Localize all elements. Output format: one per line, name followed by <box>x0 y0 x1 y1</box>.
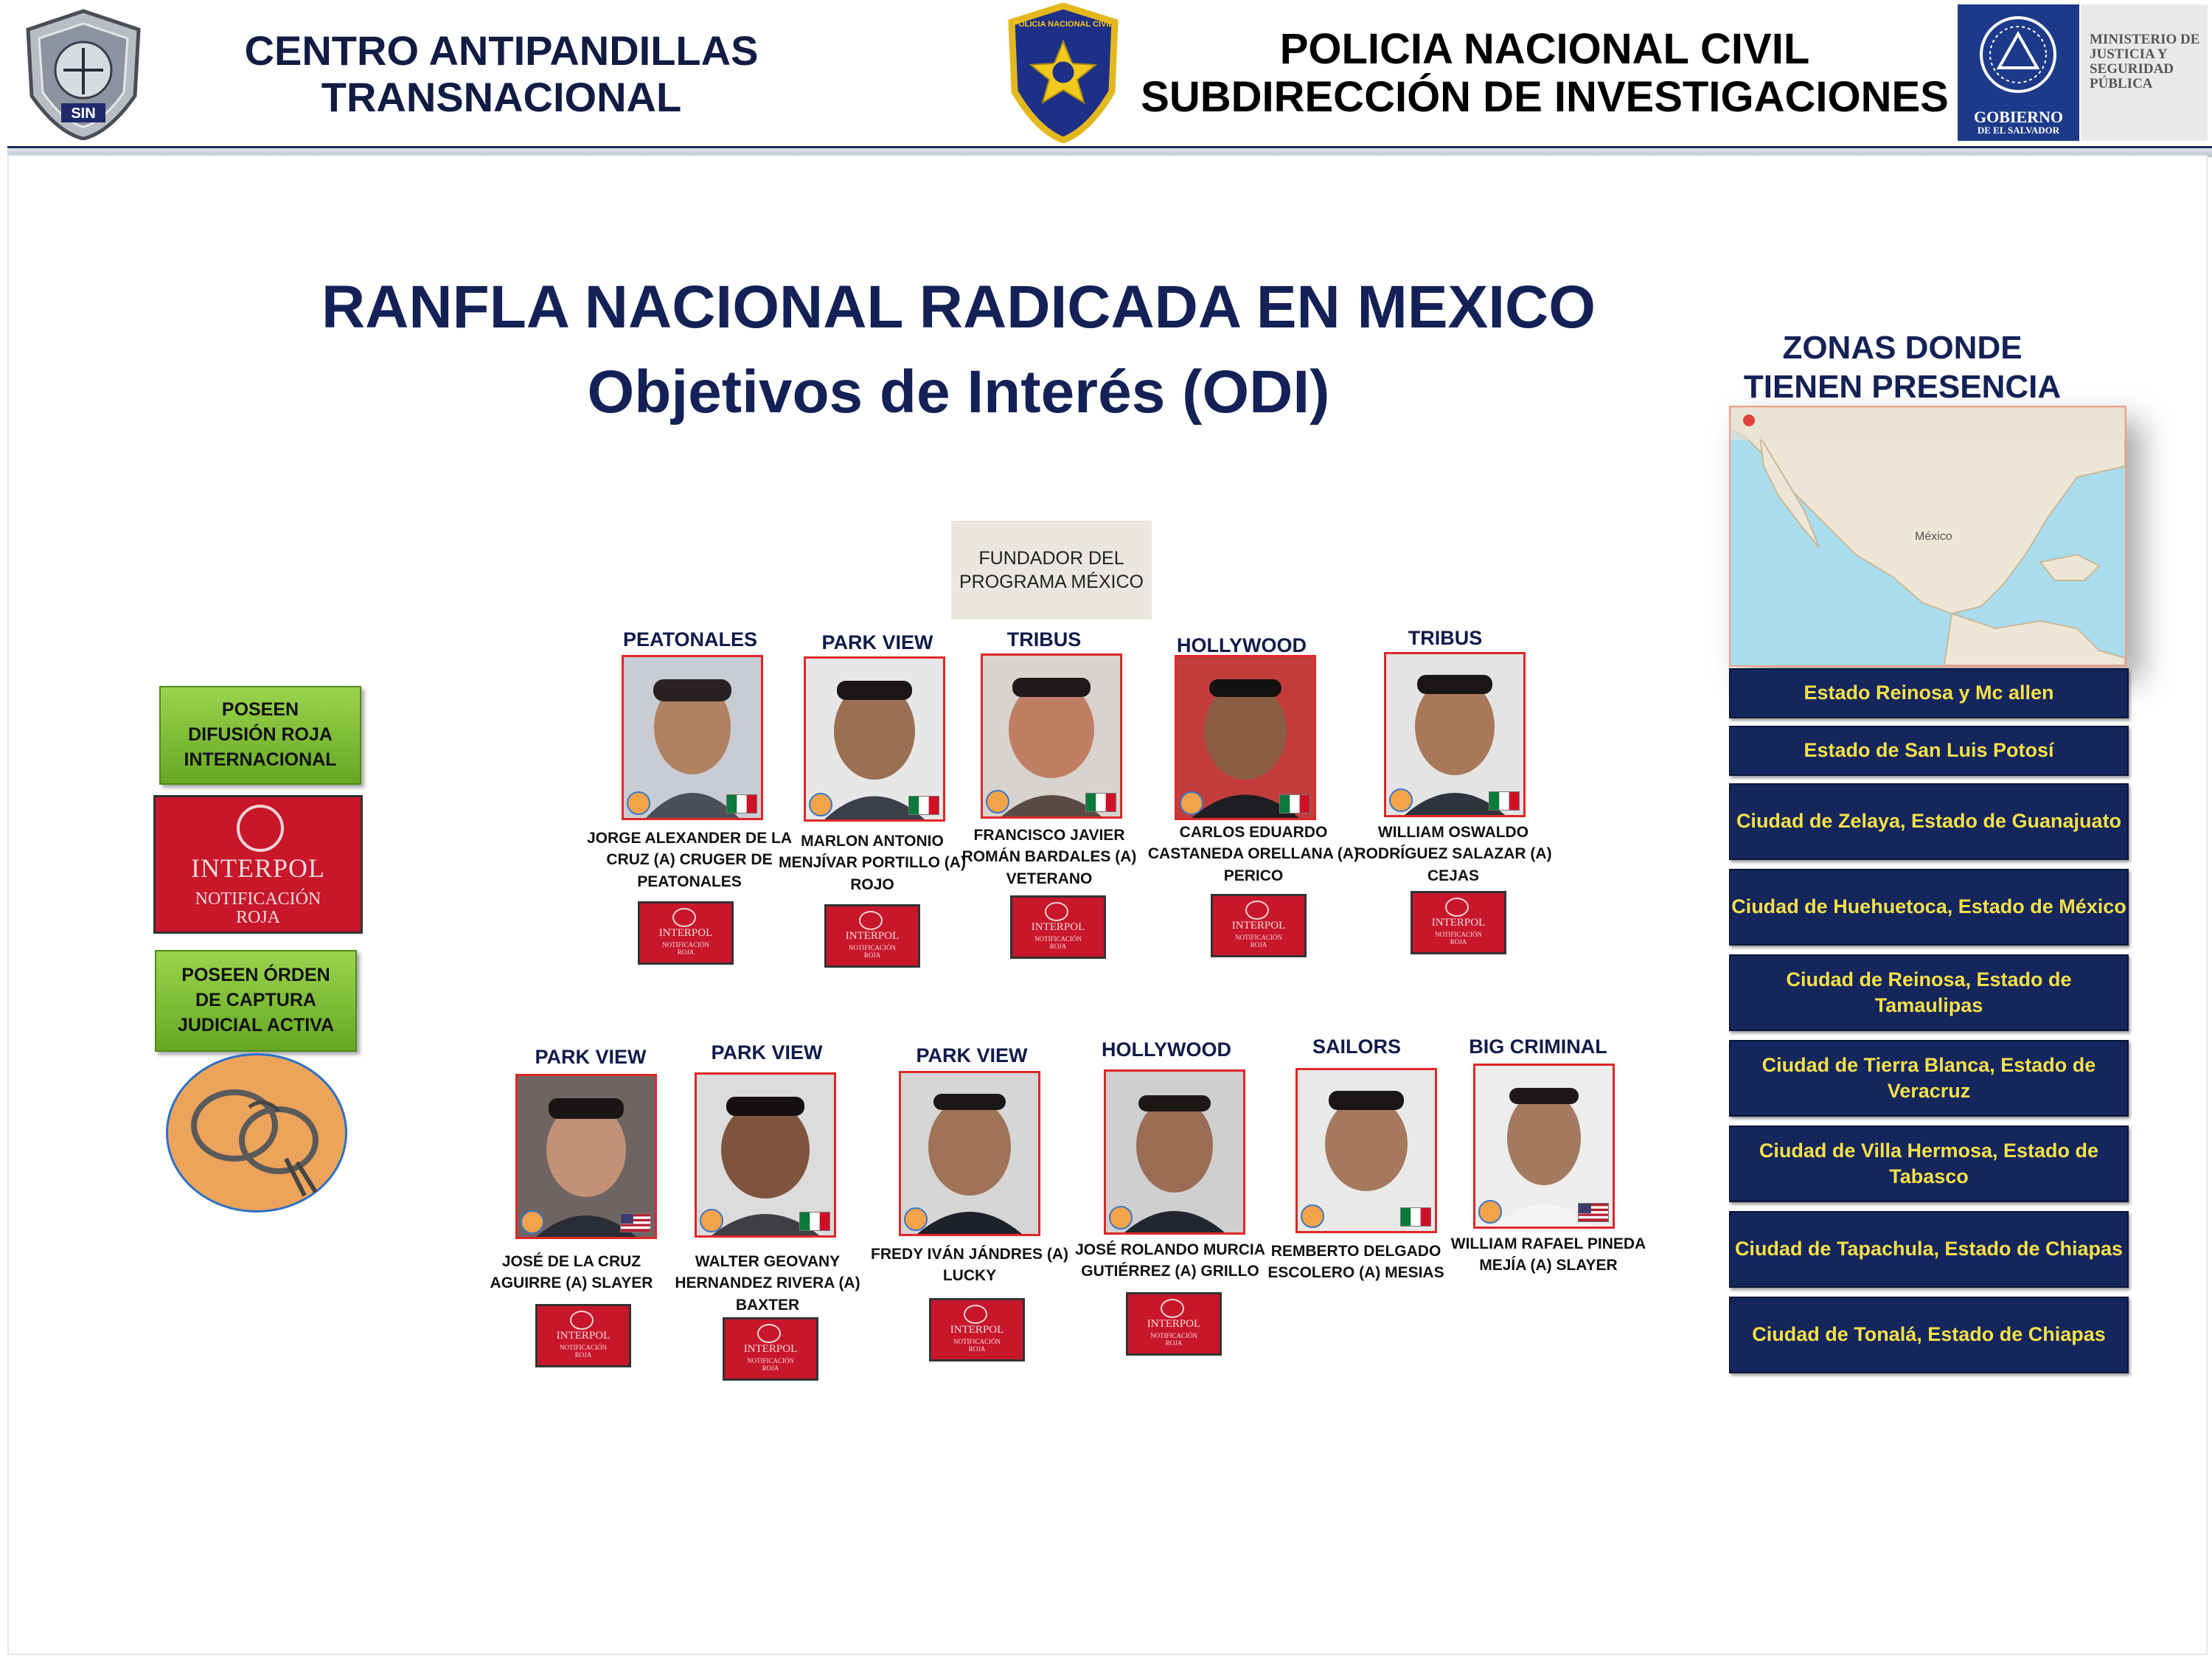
sin-badge-text: SIN <box>71 105 96 122</box>
person-name: WILLIAM OSWALDO RODRÍGUEZ SALAZAR (A) CEJAS <box>1354 824 1552 884</box>
interpol-badge-subtitle <box>1012 936 1104 951</box>
ministry-label: MINISTERIO DE JUSTICIA Y SEGURIDAD PÚBLICA <box>2090 32 2200 91</box>
interpol-globe-icon <box>964 1305 987 1324</box>
mexico-flag-icon <box>726 794 757 814</box>
interpol-badge <box>1211 894 1307 957</box>
interpol-title: INTERPOL <box>191 853 325 883</box>
interpol-badge-subtitle <box>725 1358 816 1373</box>
interpol-globe-icon <box>757 1324 781 1343</box>
unit-title-line1: CENTRO ANTIPANDILLAS <box>244 27 759 74</box>
interpol-badge-sub2: ROJA <box>574 1350 592 1359</box>
mexico-flag-icon <box>908 796 939 815</box>
person-photo <box>1295 1068 1437 1233</box>
interpol-badge-sub2: ROJA <box>968 1345 986 1353</box>
zone-item: Ciudad de Tierra Blanca, Estado de Veracruz <box>1729 1040 2129 1117</box>
person-photo <box>622 655 763 820</box>
mexico-map <box>1729 406 2126 667</box>
interpol-red-notice-emblem <box>153 795 363 934</box>
person-name: WALTER GEOVANY HERNANDEZ RIVERA (A) BAXTER <box>675 1253 860 1314</box>
mexico-flag-icon <box>799 1212 830 1231</box>
person-gang-label: SAILORS <box>1312 1036 1401 1058</box>
pnc-badge-logo <box>1004 3 1122 143</box>
legend-red-notice-line: POSEEN <box>221 699 299 721</box>
interpol-badge-title: INTERPOL <box>1431 917 1486 929</box>
interpol-badge-subtitle <box>827 945 918 960</box>
gobierno-logo <box>1958 4 2079 141</box>
zone-item: Ciudad de Huehuetoca, Estado de México <box>1729 869 2129 946</box>
interpol-badge <box>535 1304 631 1367</box>
legend-red-notice-line: DIFUSIÓN ROJA <box>188 724 333 746</box>
person-photo <box>695 1072 836 1238</box>
handcuffs-icon <box>166 1053 347 1213</box>
interpol-badge-sub1: NOTIFICACIÓN <box>953 1338 1001 1345</box>
interpol-badge-sub2: ROJA <box>762 1364 779 1372</box>
interpol-subtitle <box>156 890 361 927</box>
sin-badge-logo <box>21 7 146 140</box>
interpol-badge-sub1: NOTIFICACIÓN <box>1034 935 1082 943</box>
person-name: CARLOS EDUARDO CASTANEDA ORELLANA (A) PERICO <box>1147 824 1360 884</box>
usa-flag-icon <box>620 1213 651 1232</box>
legend-warrant-label <box>155 950 357 1052</box>
interpol-badge <box>1126 1292 1222 1356</box>
person-gang-label: HOLLYWOOD <box>1101 1038 1231 1061</box>
person-photo <box>1384 652 1526 817</box>
warrant-seal-icon <box>1478 1200 1502 1224</box>
interpol-badge <box>929 1298 1025 1362</box>
warrant-seal-icon <box>627 791 650 815</box>
interpol-badge <box>723 1317 818 1381</box>
gobierno-label-line2: DE EL SALVADOR <box>1977 125 2060 136</box>
interpol-badge-subtitle <box>538 1345 629 1359</box>
warrant-seal-icon <box>521 1210 544 1234</box>
interpol-badge-sub2: ROJA <box>863 951 881 959</box>
warrant-seal-icon <box>809 793 832 816</box>
legend-warrant-line: POSEEN ÓRDEN <box>181 965 330 986</box>
warrant-seal-icon <box>904 1207 928 1231</box>
warrant-seal-icon <box>986 790 1009 814</box>
interpol-badge-sub1: NOTIFICACIÓN <box>1235 934 1282 941</box>
person-gang-label: PEATONALES <box>622 628 758 651</box>
interpol-badge-title: INTERPOL <box>556 1330 611 1342</box>
person-photo <box>515 1074 657 1239</box>
mexico-flag-icon <box>1279 794 1310 814</box>
interpol-badge-title: INTERPOL <box>950 1324 1004 1336</box>
legend-warrant-line: DE CAPTURA <box>195 990 316 1011</box>
interpol-badge-subtitle <box>1413 932 1504 946</box>
agency-title-line2: SUBDIRECCIÓN DE INVESTIGACIONES <box>1141 72 1949 121</box>
legend-warrant-line: JUDICIAL ACTIVA <box>177 1014 335 1036</box>
person-name: JOSÉ DE LA CRUZ AGUIRRE (A) SLAYER <box>490 1253 653 1292</box>
interpol-badge-subtitle <box>931 1339 1023 1353</box>
agency-title <box>1121 26 1969 122</box>
legend-red-notice-label <box>159 686 361 785</box>
interpol-badge-sub1: NOTIFICACIÓN <box>1150 1332 1197 1339</box>
mexico-flag-icon <box>1085 793 1116 812</box>
person-gang-label: BIG CRIMINAL <box>1469 1036 1607 1058</box>
person-gang-label: PARK VIEW <box>821 631 933 653</box>
person-photo <box>981 653 1122 819</box>
interpol-badge <box>638 901 734 965</box>
interpol-badge-title: INTERPOL <box>743 1343 798 1355</box>
interpol-badge-sub1: NOTIFICACIÓN <box>747 1357 794 1364</box>
unit-title <box>206 28 796 120</box>
interpol-badge <box>1411 891 1506 954</box>
gobierno-label-line1: GOBIERNO <box>1973 108 2064 126</box>
legend-red-notice-line: INTERNACIONAL <box>184 749 337 770</box>
interpol-badge-sub1: NOTIFICACIÓN <box>1435 931 1482 938</box>
person-name: MARLON ANTONIO MENJÍVAR PORTILLO (A) ROJO <box>779 833 966 893</box>
unit-title-line2: TRANSNACIONAL <box>321 73 682 120</box>
warrant-seal-icon <box>1389 788 1413 812</box>
zone-item: Ciudad de Reinosa, Estado de Tamaulipas <box>1729 954 2129 1031</box>
zone-item: Estado de San Luis Potosí <box>1729 726 2129 776</box>
gobierno-label <box>1958 109 2079 135</box>
interpol-subtitle-line2: ROJA <box>235 908 280 928</box>
person-photo <box>804 656 945 822</box>
map-pin-icon <box>1743 414 1755 426</box>
interpol-badge-subtitle <box>640 942 731 957</box>
interpol-globe-icon <box>672 908 696 927</box>
person-photo <box>899 1071 1040 1236</box>
person-gang-label: TRIBUS <box>1408 627 1483 649</box>
interpol-badge-title: INTERPOL <box>845 930 900 942</box>
zone-item: Ciudad de Villa Hermosa, Estado de Tabasco <box>1729 1125 2129 1202</box>
interpol-badge-sub2: ROJA <box>677 948 695 956</box>
interpol-badge <box>824 904 920 968</box>
interpol-globe-icon <box>1445 898 1469 917</box>
interpol-badge <box>1010 895 1106 959</box>
interpol-badge-title: INTERPOL <box>658 927 713 939</box>
interpol-badge-sub1: NOTIFICACIÓN <box>849 944 896 951</box>
interpol-badge-title: INTERPOL <box>1031 921 1085 933</box>
interpol-globe-icon <box>859 911 883 930</box>
interpol-subtitle-line1: NOTIFICACIÓN <box>195 889 321 909</box>
zones-title-line2: TIENEN PRESENCIA <box>1743 368 2062 405</box>
zones-title-line1: ZONAS DONDE <box>1782 330 2023 366</box>
person-name: REMBERTO DELGADO ESCOLERO (A) MESIAS <box>1267 1243 1444 1282</box>
warrant-seal-icon <box>1301 1204 1324 1228</box>
zone-item: Ciudad de Zelaya, Estado de Guanajuato <box>1729 783 2129 860</box>
interpol-badge-subtitle <box>1128 1333 1220 1347</box>
zone-item: Estado Reinosa y Mc allen <box>1729 668 2129 718</box>
warrant-seal-icon <box>1109 1206 1133 1229</box>
usa-flag-icon <box>1578 1203 1609 1222</box>
warrant-seal-icon <box>1180 791 1203 815</box>
interpol-badge-title: INTERPOL <box>1147 1318 1201 1330</box>
person-photo <box>1104 1069 1245 1235</box>
founder-box: FUNDADOR DEL PROGRAMA MÉXICO <box>951 521 1152 620</box>
map-country-label: México <box>1915 530 1952 543</box>
agency-title-line1: POLICIA NACIONAL CIVIL <box>1279 25 1810 73</box>
interpol-badge-sub2: ROJA <box>1165 1339 1183 1347</box>
person-name: JOSÉ ROLANDO MURCIA GUTIÉRREZ (A) GRILLO <box>1075 1241 1265 1280</box>
slide-subtitle: Objetivos de Interés (ODI) <box>587 358 1330 426</box>
interpol-badge-sub2: ROJA <box>1450 937 1467 946</box>
zones-title <box>1703 329 2101 407</box>
interpol-badge-subtitle <box>1213 934 1304 949</box>
warrant-seal-icon <box>700 1209 723 1232</box>
mexico-flag-icon <box>1400 1207 1431 1227</box>
page-header <box>0 0 2212 148</box>
interpol-badge-title: INTERPOL <box>1231 920 1286 932</box>
slide-title: RANFLA NACIONAL RADICADA EN MEXICO <box>321 274 1596 341</box>
interpol-globe-icon <box>237 805 284 852</box>
person-photo <box>1175 655 1316 820</box>
gobierno-seal-icon <box>1958 4 2079 104</box>
person-gang-label: PARK VIEW <box>711 1041 823 1064</box>
zone-item: Ciudad de Tapachula, Estado de Chiapas <box>1729 1211 2129 1288</box>
person-gang-label: HOLLYWOOD <box>1176 634 1307 656</box>
person-gang-label: PARK VIEW <box>916 1044 1028 1066</box>
person-name: FREDY IVÁN JÁNDRES (A) LUCKY <box>871 1246 1068 1285</box>
mexico-flag-icon <box>1489 791 1520 811</box>
interpol-globe-icon <box>1161 1299 1184 1318</box>
interpol-badge-sub2: ROJA <box>1250 940 1267 948</box>
person-name: WILLIAM RAFAEL PINEDA MEJÍA (A) SLAYER <box>1450 1235 1646 1274</box>
person-photo <box>1473 1064 1615 1229</box>
zone-item: Ciudad de Tonalá, Estado de Chiapas <box>1729 1297 2129 1373</box>
pnc-badge-text: POLICIA NACIONAL CIVIL <box>1012 20 1114 29</box>
ministry-logo <box>2081 4 2208 141</box>
mexico-map-graphic <box>1731 407 2125 665</box>
interpol-globe-icon <box>1045 902 1068 921</box>
interpol-badge-sub1: NOTIFICACIÓN <box>560 1344 607 1351</box>
person-gang-label: TRIBUS <box>1006 628 1082 651</box>
person-gang-label: PARK VIEW <box>535 1046 647 1068</box>
interpol-badge-sub1: NOTIFICACIÓN <box>662 941 709 948</box>
person-name: FRANCISCO JAVIER ROMÁN BARDALES (A) VETERANO <box>961 827 1137 887</box>
person-name: JORGE ALEXANDER DE LA CRUZ (A) CRUGER DE PEATONALES <box>586 830 793 890</box>
interpol-badge-sub2: ROJA <box>1049 942 1067 950</box>
interpol-globe-icon <box>570 1311 594 1330</box>
interpol-globe-icon <box>1245 901 1269 920</box>
